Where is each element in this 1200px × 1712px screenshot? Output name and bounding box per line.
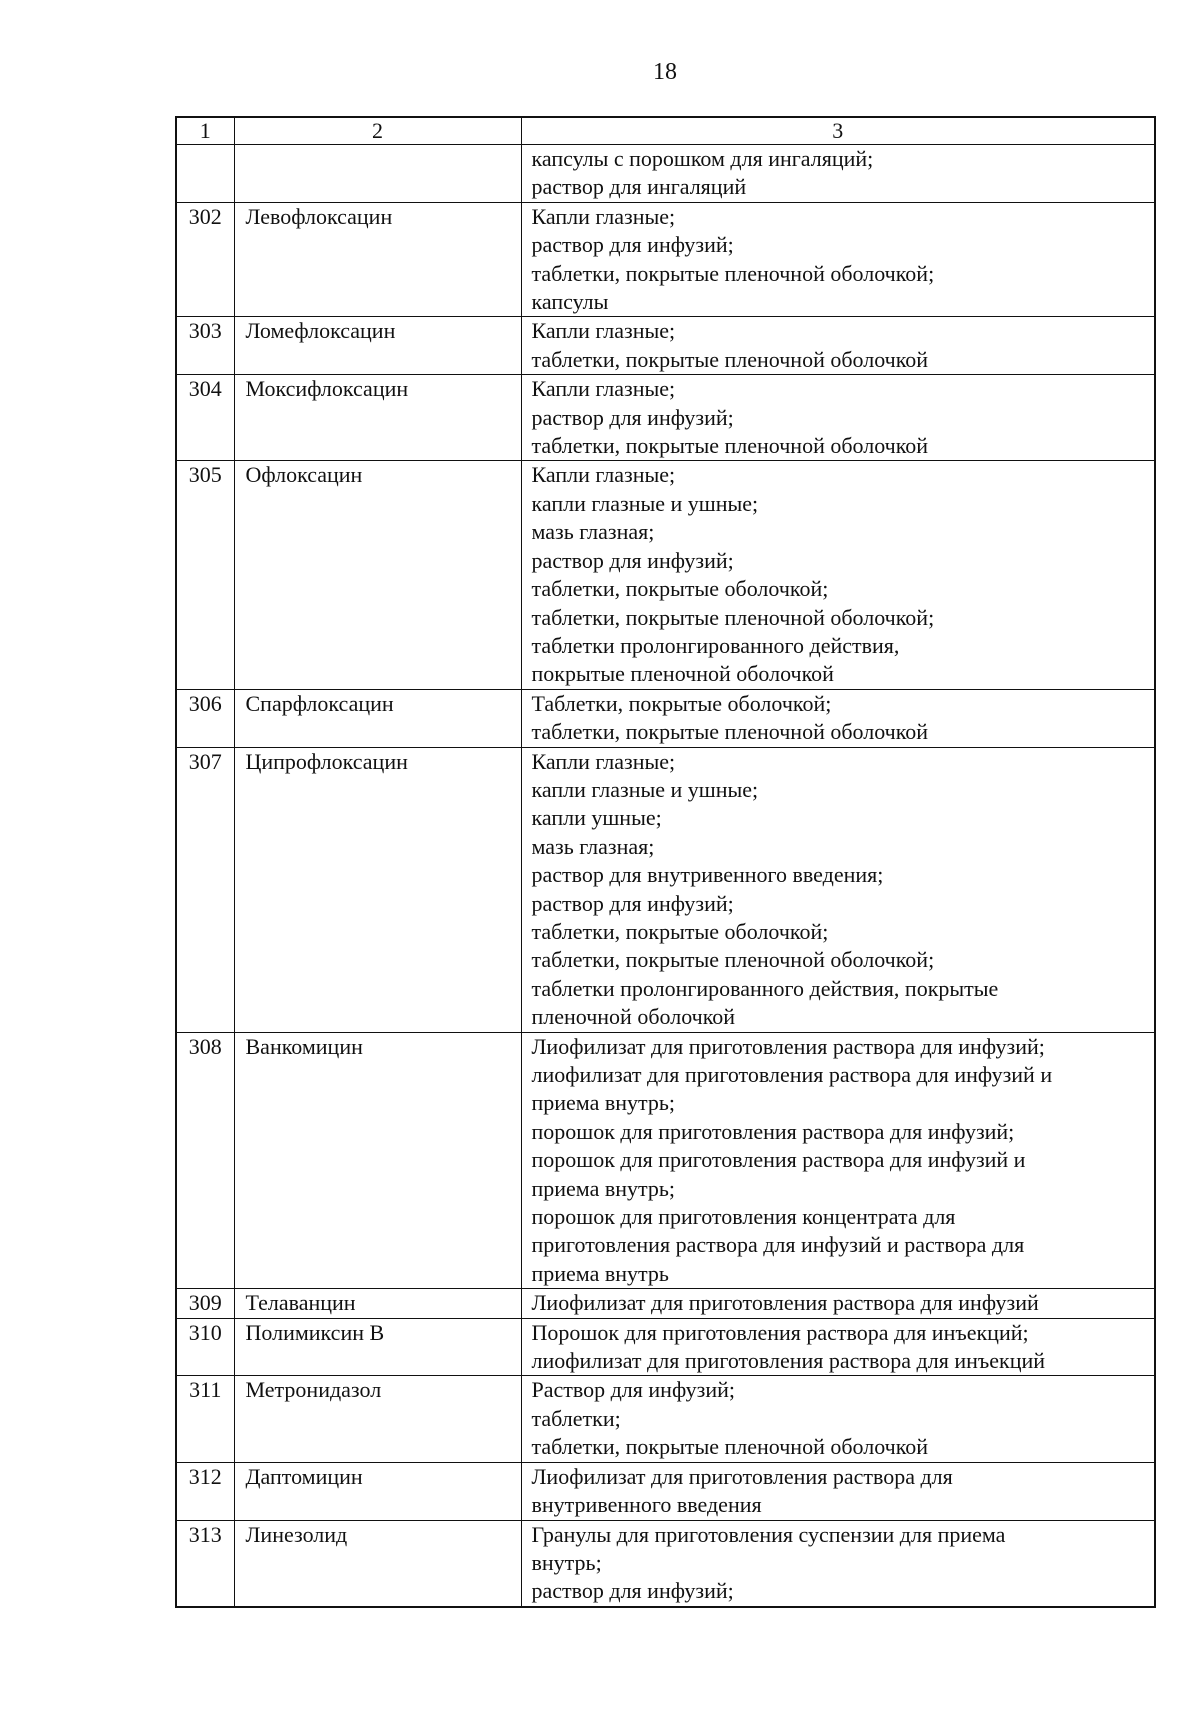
- table-row: [176, 1318, 1155, 1376]
- drug-name: Телаванцин: [234, 1289, 521, 1318]
- dosage-forms: Капли глазные; раствор для инфузий; таблетки, покрытые пленочной оболочкой; капсулы: [521, 202, 1155, 317]
- drug-name: Даптомицин: [234, 1462, 521, 1520]
- drug-name: Моксифлоксацин: [234, 375, 521, 461]
- row-number: 305: [176, 461, 234, 689]
- row-number: [176, 145, 234, 203]
- drug-name: Левофлоксацин: [234, 202, 521, 317]
- drug-forms-table: [175, 116, 1156, 1608]
- dosage-forms: капсулы с порошком для ингаляций; раствор для ингаляций: [521, 145, 1155, 203]
- drug-name: Офлоксацин: [234, 461, 521, 689]
- dosage-forms: Капли глазные; капли глазные и ушные; мазь глазная; раствор для инфузий; таблетки, покрытые оболочкой; таблетки, покрытые пленочной оболочкой; таблетки пролонгированного действия, покрытые пленочной оболочкой: [521, 461, 1155, 689]
- table-row: [176, 747, 1155, 1032]
- dosage-forms: Раствор для инфузий; таблетки; таблетки, покрытые пленочной оболочкой: [521, 1376, 1155, 1462]
- row-number: 310: [176, 1318, 234, 1376]
- dosage-forms: Порошок для приготовления раствора для инъекций; лиофилизат для приготовления раствора для инъекций: [521, 1318, 1155, 1376]
- table-row: [176, 1376, 1155, 1462]
- column-header-forms: 3: [521, 117, 1155, 145]
- drug-name: Линезолид: [234, 1520, 521, 1607]
- dosage-forms: Лиофилизат для приготовления раствора для внутривенного введения: [521, 1462, 1155, 1520]
- drug-name: Ванкомицин: [234, 1032, 521, 1289]
- row-number: 303: [176, 317, 234, 375]
- column-header-name: 2: [234, 117, 521, 145]
- row-number: 307: [176, 747, 234, 1032]
- table-row: [176, 145, 1155, 203]
- row-number: 302: [176, 202, 234, 317]
- drug-name: [234, 145, 521, 203]
- table-row: [176, 375, 1155, 461]
- dosage-forms: Таблетки, покрытые оболочкой; таблетки, покрытые пленочной оболочкой: [521, 689, 1155, 747]
- table-row: [176, 202, 1155, 317]
- drug-name: Ломефлоксацин: [234, 317, 521, 375]
- table-row: [176, 689, 1155, 747]
- table-row: [176, 1462, 1155, 1520]
- row-number: 312: [176, 1462, 234, 1520]
- drug-name: Метронидазол: [234, 1376, 521, 1462]
- dosage-forms: Лиофилизат для приготовления раствора для инфузий; лиофилизат для приготовления раствора для инфузий и приема внутрь; порошок для приготовления раствора для инфузий; порошок для приготовления раствора для инфузий и приема внутрь; порошок для приготовления концентрата для приготовления раствора для инфузий и раствора для приема внутрь: [521, 1032, 1155, 1289]
- table-row: [176, 461, 1155, 689]
- table-row: [176, 1520, 1155, 1607]
- page-number: 18: [653, 59, 677, 85]
- dosage-forms: Капли глазные; капли глазные и ушные; капли ушные; мазь глазная; раствор для внутривенного введения; раствор для инфузий; таблетки, покрытые оболочкой; таблетки, покрытые пленочной оболочкой; таблетки пролонгированного действия, покрытые пленочной оболочкой: [521, 747, 1155, 1032]
- row-number: 311: [176, 1376, 234, 1462]
- drug-name: Полимиксин В: [234, 1318, 521, 1376]
- dosage-forms: Капли глазные; таблетки, покрытые пленочной оболочкой: [521, 317, 1155, 375]
- row-number: 309: [176, 1289, 234, 1318]
- table-row: [176, 317, 1155, 375]
- row-number: 313: [176, 1520, 234, 1607]
- dosage-forms: Гранулы для приготовления суспензии для приема внутрь; раствор для инфузий;: [521, 1520, 1155, 1607]
- drug-name: Ципрофлоксацин: [234, 747, 521, 1032]
- table-header-row: [176, 117, 1155, 145]
- column-header-number: 1: [176, 117, 234, 145]
- row-number: 308: [176, 1032, 234, 1289]
- table-row: [176, 1289, 1155, 1318]
- dosage-forms: Лиофилизат для приготовления раствора для инфузий: [521, 1289, 1155, 1318]
- table-row: [176, 1032, 1155, 1289]
- row-number: 304: [176, 375, 234, 461]
- drug-name: Спарфлоксацин: [234, 689, 521, 747]
- table-body: [176, 117, 1155, 1607]
- row-number: 306: [176, 689, 234, 747]
- dosage-forms: Капли глазные; раствор для инфузий; таблетки, покрытые пленочной оболочкой: [521, 375, 1155, 461]
